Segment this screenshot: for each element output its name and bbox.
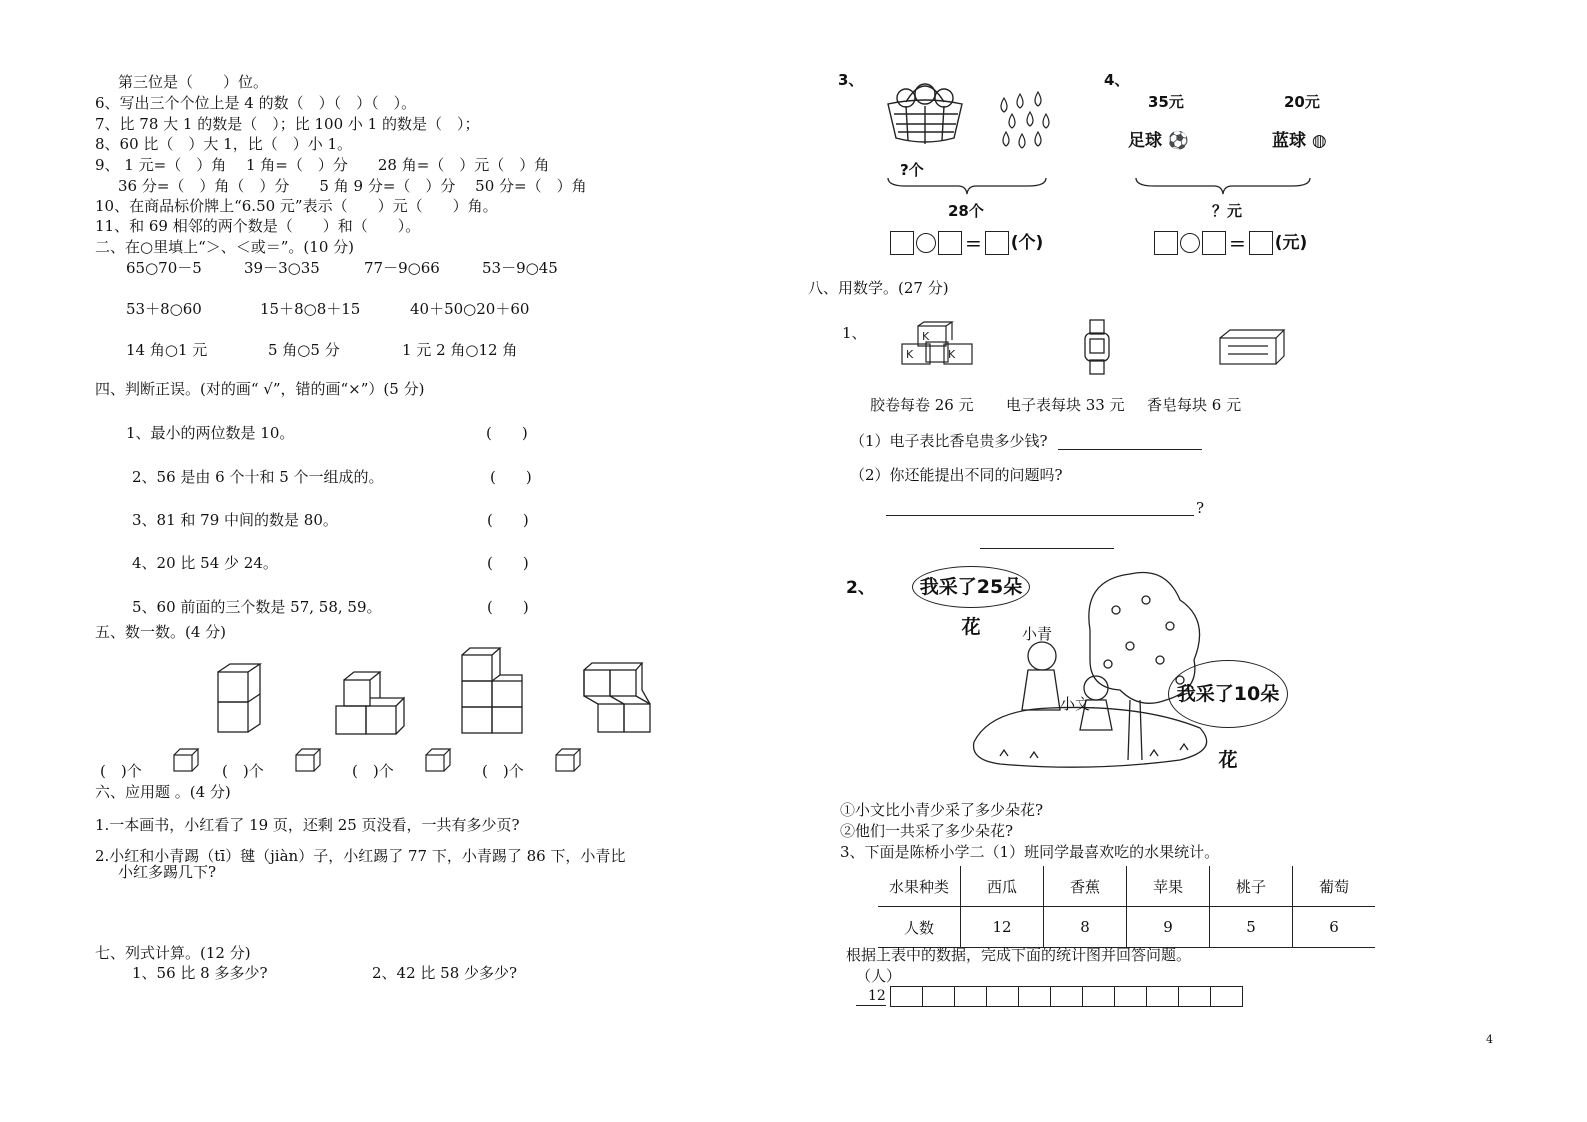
compare-item: 5 角○5 分 bbox=[268, 341, 340, 359]
speech-bubble-xiaoqing: 我采了25朵花 bbox=[912, 566, 1030, 608]
section-7-title: 七、列式计算。(12 分) bbox=[95, 944, 251, 962]
p3-equation[interactable] bbox=[890, 229, 1043, 256]
basketball-label: 蓝球 ◍ bbox=[1272, 131, 1327, 151]
cube-icon bbox=[554, 747, 582, 773]
answer-box[interactable] bbox=[985, 231, 1009, 255]
watch-icon bbox=[1080, 318, 1116, 376]
section-5-title: 五、数一数。(4 分) bbox=[95, 623, 227, 641]
judge-answer[interactable]: ( ) bbox=[487, 511, 529, 529]
svg-text:K: K bbox=[906, 348, 914, 361]
app-q2: 2.小红和小青踢（tī）毽（jiàn）子，小红踢了 77 下，小青踢了 86 下，小青比 bbox=[95, 847, 626, 865]
page-number: 4 bbox=[1486, 1033, 1493, 1046]
chart-cell[interactable] bbox=[1179, 986, 1211, 1007]
chart-instruction: 根据上表中的数据，完成下面的统计图并回答问题。 bbox=[846, 946, 1192, 964]
chart-cell[interactable] bbox=[955, 986, 987, 1007]
q1-number: 1、 bbox=[842, 324, 867, 342]
chart-cell[interactable] bbox=[1019, 986, 1051, 1007]
table-header: 桃子 bbox=[1210, 866, 1293, 907]
q9-line2: 36 分=（ ）角（ ）分 5 角 9 分=（ ）分 50 分=（ ）角 bbox=[118, 177, 587, 195]
p3-total: 28个 bbox=[948, 202, 984, 220]
calc-q1: 1、56 比 8 多多少? bbox=[132, 964, 268, 982]
chart-axis bbox=[856, 1005, 886, 1006]
basketball-icon: ◍ bbox=[1311, 131, 1327, 151]
judge-item: 5、60 前面的三个数是 57, 58, 59。 bbox=[132, 598, 382, 616]
table-cell: 12 bbox=[961, 907, 1044, 948]
q6: 6、写出三个个位上是 4 的数（ ）（ ）（ ）。 bbox=[95, 94, 417, 112]
q8: 8、60 比（ ）大 1，比（ ）小 1。 bbox=[95, 135, 353, 153]
count-answer[interactable]: ( )个 bbox=[482, 762, 524, 780]
section-4-title: 四、判断正误。(对的画“ √”，错的画“×”）(5 分) bbox=[95, 380, 425, 398]
judge-answer[interactable]: ( ) bbox=[490, 468, 532, 486]
answer-box[interactable] bbox=[1249, 231, 1273, 255]
chart-cell[interactable] bbox=[890, 986, 923, 1007]
q1-sub2: （2）你还能提出不同的问题吗? bbox=[850, 466, 1063, 484]
name-xiaoqing: 小青 bbox=[1022, 625, 1053, 643]
unit-label: (元) bbox=[1274, 233, 1308, 253]
q10: 10、在商品标价牌上“6.50 元”表示（ ）元（ ）角。 bbox=[95, 197, 498, 215]
p3-question: ?个 bbox=[900, 161, 924, 179]
count-answer[interactable]: ( )个 bbox=[100, 762, 142, 780]
table-cell: 5 bbox=[1210, 907, 1293, 948]
q2-sub1: ①小文比小青少采了多少朵花? bbox=[840, 801, 1044, 819]
answer-line[interactable] bbox=[886, 515, 1194, 516]
q3-title: 3、下面是陈桥小学二（1）班同学最喜欢吃的水果统计。 bbox=[840, 843, 1220, 861]
brace-icon bbox=[1134, 176, 1312, 198]
speech-bubble-xiaowen: 我采了10朵花 bbox=[1168, 660, 1288, 728]
cube-figure-2 bbox=[330, 668, 410, 738]
count-answer[interactable]: ( )个 bbox=[222, 762, 264, 780]
answer-box[interactable] bbox=[890, 231, 914, 255]
judge-answer[interactable]: ( ) bbox=[487, 554, 529, 572]
price-football: 35元 bbox=[1148, 93, 1184, 111]
svg-text:K: K bbox=[922, 330, 930, 343]
compare-item: 39－3○35 bbox=[244, 259, 320, 277]
answer-line[interactable] bbox=[980, 548, 1114, 549]
operator-circle[interactable] bbox=[916, 233, 936, 253]
compare-item: 15＋8○8＋15 bbox=[260, 300, 361, 318]
table-header: 西瓜 bbox=[961, 866, 1044, 907]
p4-number: 4、 bbox=[1104, 71, 1130, 89]
chart-cell[interactable] bbox=[1211, 986, 1243, 1007]
pears-icon bbox=[994, 86, 1058, 158]
fruit-basket-icon bbox=[882, 74, 968, 146]
count-answer[interactable]: ( )个 bbox=[352, 762, 394, 780]
compare-item: 1 元 2 角○12 角 bbox=[402, 341, 518, 359]
goods-label: 电子表每块 33 元 bbox=[1006, 396, 1125, 414]
table-header: 葡萄 bbox=[1293, 866, 1376, 907]
table-row-label: 人数 bbox=[878, 907, 961, 948]
question-mark: ? bbox=[1196, 499, 1205, 517]
table-header: 水果种类 bbox=[878, 866, 961, 907]
chart-tick-label: 12 bbox=[868, 988, 886, 1004]
cube-figure-4 bbox=[580, 660, 660, 738]
chart-cell[interactable] bbox=[923, 986, 955, 1007]
section-8-title: 八、用数学。(27 分) bbox=[808, 279, 949, 297]
equals-sign: = bbox=[965, 231, 982, 255]
q1-sub1: （1）电子表比香皂贵多少钱? bbox=[850, 432, 1048, 450]
judge-item: 2、56 是由 6 个十和 5 个一组成的。 bbox=[132, 468, 384, 486]
operator-circle[interactable] bbox=[1180, 233, 1200, 253]
p3-number: 3、 bbox=[838, 71, 864, 89]
football-icon: ⚽ bbox=[1167, 131, 1190, 151]
q2-number: 2、 bbox=[846, 578, 875, 598]
calc-q2: 2、42 比 58 少多少? bbox=[372, 964, 518, 982]
q5-continued: 第三位是（ ）位。 bbox=[118, 73, 269, 91]
q9-line1: 9、 1 元=（ ）角 1 角=（ ）分 28 角=（ ）元（ ）角 bbox=[95, 156, 550, 174]
answer-box[interactable] bbox=[938, 231, 962, 255]
judge-item: 4、20 比 54 少 24。 bbox=[132, 554, 278, 572]
table-header: 苹果 bbox=[1127, 866, 1210, 907]
judge-item: 1、最小的两位数是 10。 bbox=[126, 424, 295, 442]
compare-item: 65○70－5 bbox=[126, 259, 202, 277]
compare-item: 14 角○1 元 bbox=[126, 341, 208, 359]
soap-box-icon bbox=[1218, 328, 1286, 368]
q7: 7、比 78 大 1 的数是（ ）；比 100 小 1 的数是（ ）； bbox=[95, 115, 480, 133]
table-cell: 6 bbox=[1293, 907, 1376, 948]
judge-answer[interactable]: ( ) bbox=[486, 424, 528, 442]
compare-item: 40＋50○20＋60 bbox=[410, 300, 530, 318]
cube-figure-1 bbox=[210, 660, 270, 735]
p4-total: ？元 bbox=[1212, 202, 1243, 220]
film-boxes-icon bbox=[898, 320, 978, 368]
app-q1: 1.一本画书，小红看了 19 页，还剩 25 页没看，一共有多少页? bbox=[95, 816, 520, 834]
table-cell: 8 bbox=[1044, 907, 1127, 948]
chart-cell[interactable] bbox=[1115, 986, 1147, 1007]
q11: 11、和 69 相邻的两个数是（ ）和（ ）。 bbox=[95, 217, 421, 235]
section-2-title: 二、在○里填上“＞、＜或＝”。(10 分) bbox=[95, 238, 354, 256]
answer-line[interactable] bbox=[1058, 449, 1202, 450]
chart-cell[interactable] bbox=[1083, 986, 1115, 1007]
table-cell: 9 bbox=[1127, 907, 1210, 948]
cube-icon bbox=[294, 747, 322, 773]
football-label: 足球 ⚽ bbox=[1128, 131, 1190, 151]
cube-figure-3 bbox=[458, 645, 528, 737]
compare-item: 77－9○66 bbox=[364, 259, 440, 277]
chart-cell[interactable] bbox=[987, 986, 1019, 1007]
svg-text:K: K bbox=[948, 348, 956, 361]
compare-item: 53＋8○60 bbox=[126, 300, 202, 318]
section-6-title: 六、应用题 。(4 分) bbox=[95, 783, 231, 801]
judge-item: 3、81 和 79 中间的数是 80。 bbox=[132, 511, 338, 529]
price-basketball: 20元 bbox=[1284, 93, 1320, 111]
chart-cell[interactable] bbox=[1147, 986, 1179, 1007]
chart-cell[interactable] bbox=[1051, 986, 1083, 1007]
compare-item: 53－9○45 bbox=[482, 259, 558, 277]
name-xiaowen: 小文 bbox=[1060, 695, 1091, 713]
judge-answer[interactable]: ( ) bbox=[487, 598, 529, 616]
fruit-table bbox=[878, 866, 1375, 948]
table-header: 香蕉 bbox=[1044, 866, 1127, 907]
unit-label: (个) bbox=[1010, 233, 1044, 253]
cube-icon bbox=[172, 747, 200, 773]
chart-grid-row[interactable] bbox=[890, 986, 1243, 1007]
p4-equation[interactable] bbox=[1154, 229, 1307, 256]
app-q2-cont: 小红多踢几下? bbox=[118, 863, 217, 881]
goods-label: 胶卷每卷 26 元 bbox=[870, 396, 974, 414]
equals-sign: = bbox=[1229, 231, 1246, 255]
brace-icon bbox=[886, 176, 1048, 198]
q2-sub2: ②他们一共采了多少朵花? bbox=[840, 822, 1014, 840]
goods-label: 香皂每块 6 元 bbox=[1147, 396, 1242, 414]
answer-box[interactable] bbox=[1154, 231, 1178, 255]
answer-box[interactable] bbox=[1202, 231, 1226, 255]
cube-icon bbox=[424, 747, 452, 773]
chart-unit: （人） bbox=[856, 967, 902, 985]
